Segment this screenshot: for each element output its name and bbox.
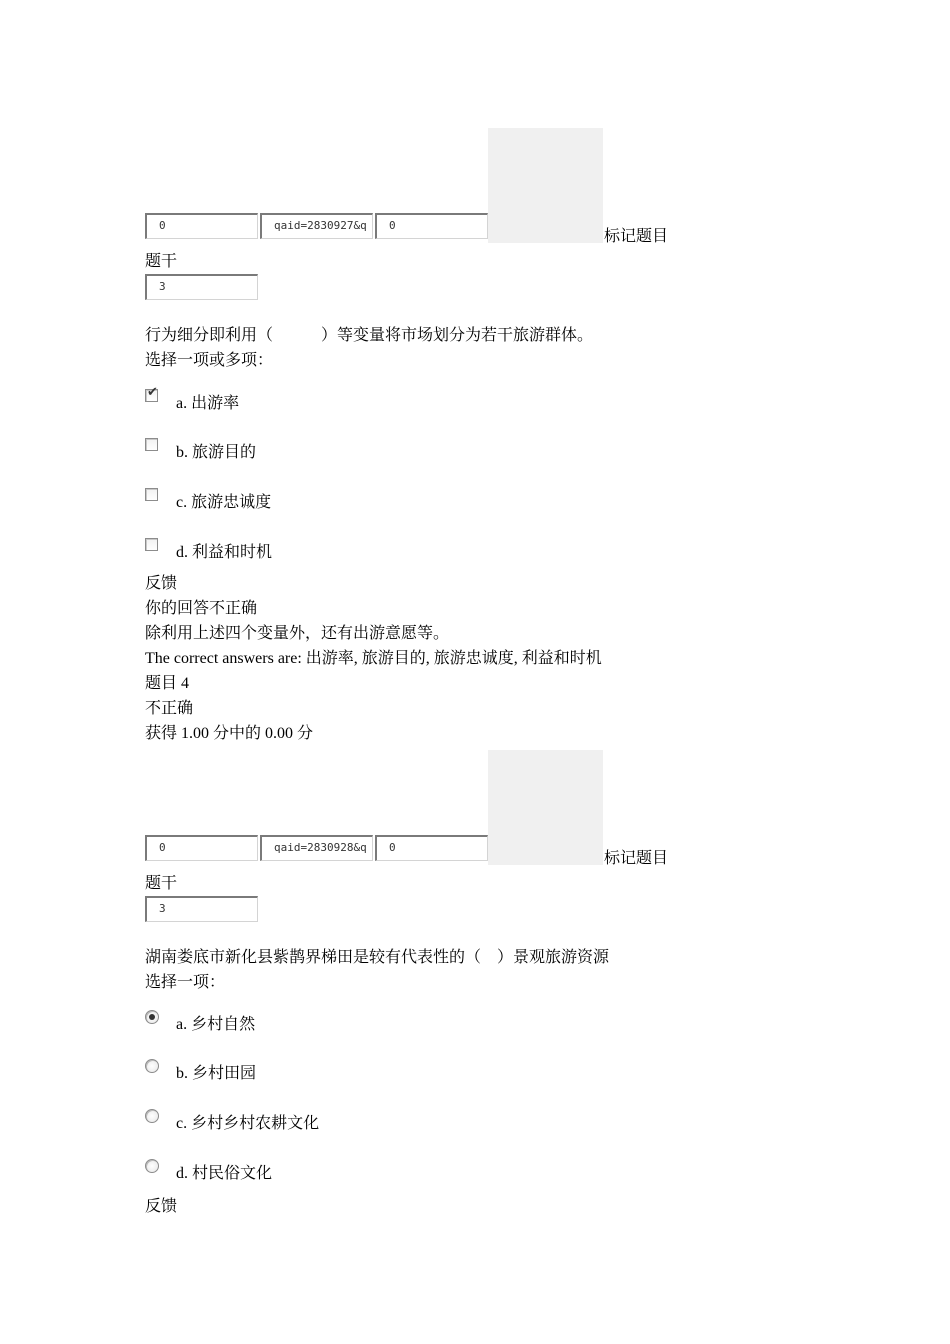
check-icon: ✔ — [147, 385, 158, 400]
answer-instruction: 选择一项： — [145, 974, 226, 991]
stem-label: 题干 — [145, 253, 178, 270]
feedback-result: 你的回答不正确 — [145, 600, 258, 617]
flag-question-link[interactable]: 标记题目 — [604, 850, 669, 867]
feedback-label: 反馈 — [145, 1198, 178, 1215]
option-label[interactable]: d. 利益和时机 — [176, 544, 273, 561]
question-text: 行为细分即利用（ ）等变量将市场划分为若干旅游群体。 — [145, 327, 594, 344]
hidden-field[interactable]: 0 — [145, 213, 258, 239]
option-label[interactable]: b. 乡村田园 — [176, 1065, 257, 1082]
hidden-field[interactable]: 0 — [145, 835, 258, 861]
question-state: 不正确 — [145, 700, 194, 717]
flag-image[interactable] — [488, 750, 603, 865]
question-number: 题目 4 — [145, 675, 190, 692]
option-label[interactable]: c. 旅游忠诚度 — [176, 494, 272, 511]
option-label[interactable]: c. 乡村乡村农耕文化 — [176, 1115, 320, 1132]
hidden-field[interactable]: 0 — [375, 835, 488, 861]
checkbox[interactable] — [145, 385, 158, 402]
sequence-field[interactable]: 3 — [145, 274, 258, 300]
checkbox[interactable] — [145, 488, 158, 501]
feedback-label: 反馈 — [145, 575, 178, 592]
question-text: 湖南娄底市新化县紫鹊界梯田是较有代表性的（ ）景观旅游资源 — [145, 949, 610, 966]
question-grade: 获得 1.00 分中的 0.00 分 — [145, 725, 314, 742]
option-label[interactable]: a. 出游率 — [176, 395, 240, 412]
feedback-explanation: 除利用上述四个变量外，还有出游意愿等。 — [145, 625, 450, 642]
checkbox[interactable] — [145, 538, 158, 551]
qaid-field[interactable]: qaid=2830928&q — [260, 835, 373, 861]
qaid-field[interactable]: qaid=2830927&q — [260, 213, 373, 239]
flag-question-link[interactable]: 标记题目 — [604, 228, 669, 245]
flag-image[interactable] — [488, 128, 603, 243]
option-label[interactable]: b. 旅游目的 — [176, 444, 257, 461]
radio-button[interactable] — [145, 1109, 159, 1123]
radio-button[interactable] — [145, 1010, 159, 1024]
option-label[interactable]: d. 村民俗文化 — [176, 1165, 273, 1182]
answer-instruction: 选择一项或多项： — [145, 352, 274, 369]
radio-button[interactable] — [145, 1159, 159, 1173]
hidden-field[interactable]: 0 — [375, 213, 488, 239]
stem-label: 题干 — [145, 875, 178, 892]
checkbox[interactable] — [145, 438, 158, 451]
radio-button[interactable] — [145, 1059, 159, 1073]
sequence-field[interactable]: 3 — [145, 896, 258, 922]
option-label[interactable]: a. 乡村自然 — [176, 1016, 256, 1033]
correct-answers: The correct answers are: 出游率, 旅游目的, 旅游忠诚度, 利益和时机 — [145, 650, 602, 667]
radio-selected-dot — [149, 1014, 155, 1020]
